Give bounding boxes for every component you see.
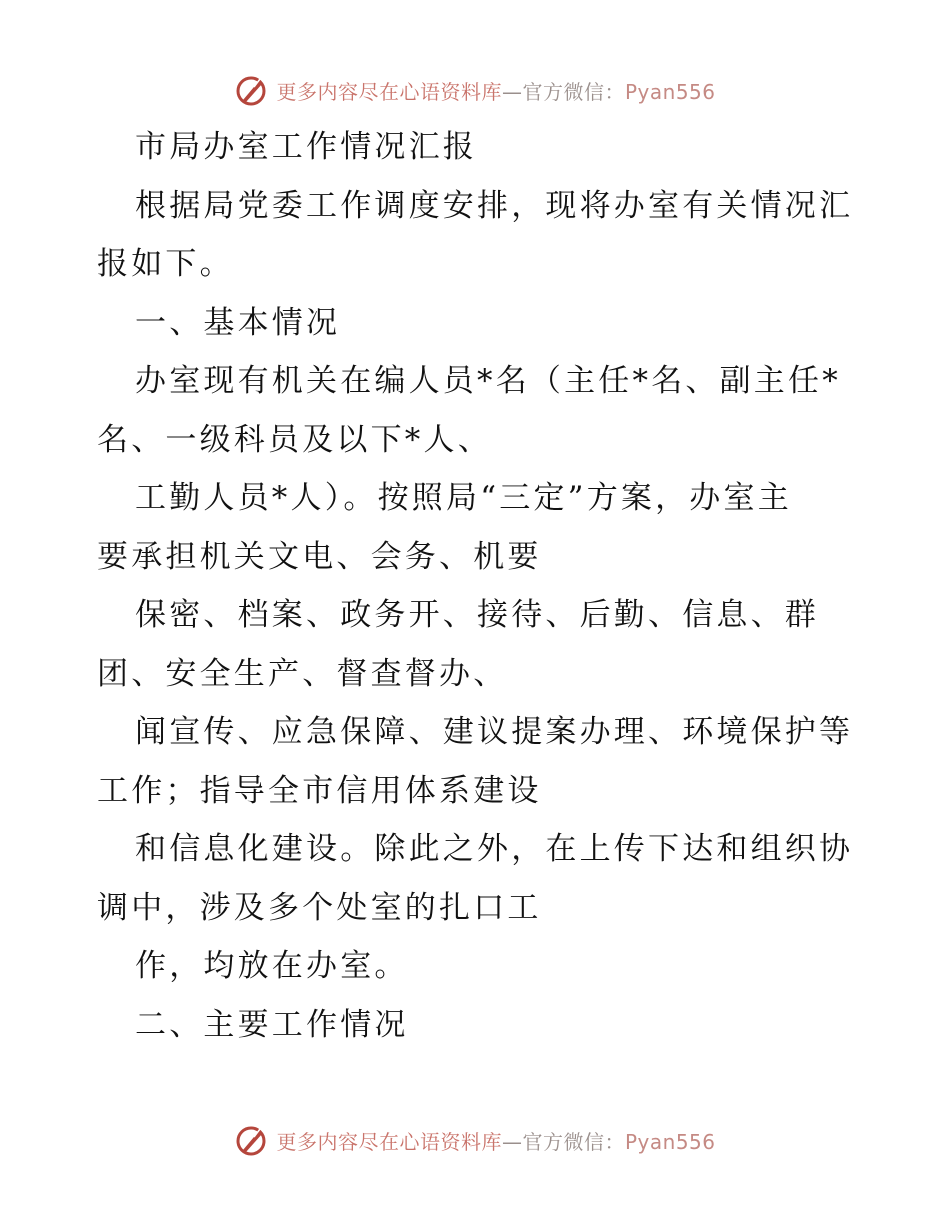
paragraph-line: 工勤人员*人）。按照局“三定”方案，办室主: [135, 480, 792, 516]
paragraph-line: 作，均放在办室。: [135, 948, 409, 984]
paragraph-line: 和信息化建设。除此之外，在上传下达和组织协: [135, 831, 854, 867]
section-heading: 一、基本情况: [135, 304, 341, 341]
paragraph-line: 办室现有机关在编人员*名（主任*名、副主任*: [135, 363, 841, 399]
paragraph-line: 闻宣传、应急保障、建议提案办理、环境保护等: [135, 714, 854, 750]
document-body: [97, 118, 857, 1054]
document-title: 市局办室工作情况汇报: [135, 129, 477, 165]
paragraph-line: 报如下。: [97, 246, 234, 282]
watermark-text: 更多内容尽在心语资料库—官方微信：Pyan556: [276, 1129, 716, 1154]
paragraph-line: 名、一级科员及以下*人、: [97, 421, 492, 458]
paragraph-line: 要承担机关文电、会务、机要: [97, 538, 542, 575]
paragraph-line: 调中，涉及多个处室的扎口工: [97, 889, 542, 926]
section-heading: 二、主要工作情况: [135, 1006, 409, 1043]
footer-watermark: [0, 1120, 950, 1160]
paragraph-line: 保密、档案、政务开、接待、后勤、信息、群: [135, 597, 819, 633]
quill-logo-icon: [234, 73, 268, 107]
header-watermark: [0, 70, 950, 110]
paragraph-line: 团、安全生产、督查督办、: [97, 655, 508, 692]
paragraph-line: 根据局党委工作调度安排，现将办室有关情况汇: [135, 187, 854, 224]
quill-logo-icon: [234, 1123, 268, 1157]
watermark-text: 更多内容尽在心语资料库—官方微信：Pyan556: [276, 79, 716, 104]
paragraph-line: 工作；指导全市信用体系建设: [97, 772, 542, 809]
